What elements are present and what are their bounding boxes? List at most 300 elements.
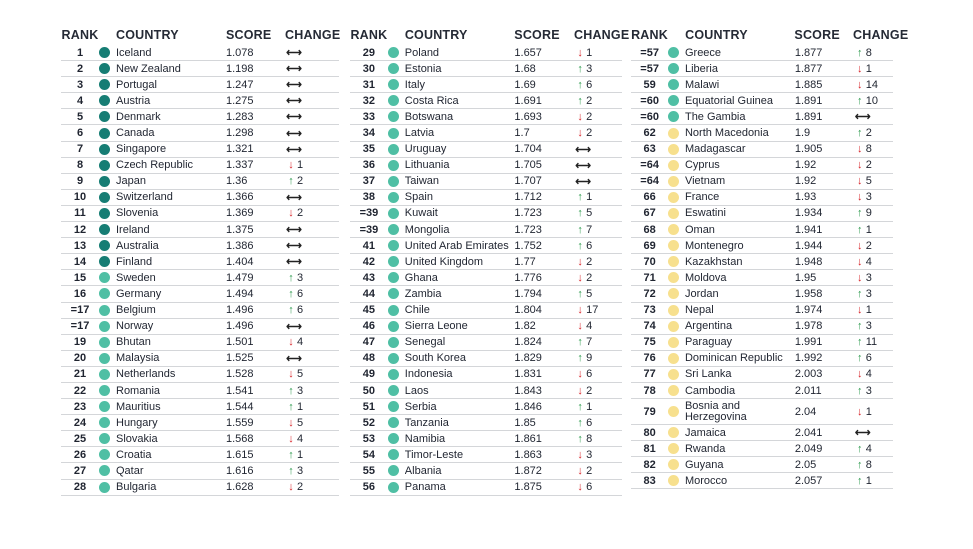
- arrow-down-icon: ↓: [857, 271, 863, 284]
- rank-cell: 45: [362, 304, 376, 317]
- rank-cell: 75: [643, 336, 656, 349]
- peace-level-dot-icon: [388, 111, 399, 122]
- arrow-up-icon: ↑: [288, 271, 294, 284]
- country-cell: Liberia: [684, 62, 718, 75]
- change-cell: [854, 272, 893, 284]
- peace-level-dot-icon: [99, 321, 110, 332]
- change-cell: [285, 449, 337, 461]
- change-value: 1: [865, 405, 872, 418]
- table-header: [631, 24, 909, 45]
- country-cell: Vietnam: [684, 175, 726, 188]
- peace-level-dot-icon: [668, 385, 679, 396]
- score-cell: 1.298: [226, 127, 254, 140]
- change-value: 5: [297, 368, 304, 381]
- rank-cell: 49: [362, 368, 376, 381]
- change-cell: [574, 417, 622, 429]
- table-row: [631, 77, 893, 93]
- table-row: [631, 335, 893, 351]
- score-cell: 1.568: [226, 432, 254, 445]
- change-cell: [854, 426, 893, 439]
- rank-cell: 42: [362, 255, 376, 268]
- change-value: 10: [865, 94, 878, 107]
- rank-cell: 43: [362, 271, 376, 284]
- peace-level-dot-icon: [99, 417, 110, 428]
- change-cell: [285, 304, 337, 316]
- change-cell: [574, 63, 622, 75]
- change-value: 2: [586, 464, 593, 477]
- score-cell: 1.404: [226, 255, 254, 268]
- table-row: [631, 473, 893, 489]
- score-cell: 1.723: [514, 223, 542, 236]
- arrow-up-icon: ↑: [577, 416, 583, 429]
- peace-level-dot-icon: [668, 337, 679, 348]
- change-cell: [854, 207, 893, 219]
- change-cell: [285, 62, 337, 75]
- change-cell: [574, 336, 622, 348]
- rank-cell: =39: [359, 223, 379, 236]
- peace-level-dot-icon: [99, 192, 110, 203]
- change-value: 2: [586, 384, 593, 397]
- header-change: CHANGE: [285, 27, 341, 42]
- rank-cell: 3: [76, 78, 84, 91]
- rank-cell: 26: [73, 448, 87, 461]
- change-cell: [574, 368, 622, 380]
- rank-cell: =60: [640, 110, 659, 123]
- rank-cell: 7: [76, 143, 84, 156]
- table-row: [350, 319, 622, 335]
- table-row: [350, 77, 622, 93]
- score-cell: 1.628: [226, 481, 254, 494]
- no-change-icon: ⟷: [286, 191, 302, 204]
- change-value: 3: [865, 271, 872, 284]
- change-cell: [574, 304, 622, 316]
- country-cell: United Arab Emirates: [404, 239, 509, 252]
- no-change-icon: ⟷: [854, 111, 871, 124]
- score-cell: 1.275: [226, 94, 254, 107]
- change-cell: [854, 143, 893, 155]
- table-row: [631, 61, 893, 77]
- table-row: [350, 303, 622, 319]
- table-row: [61, 351, 339, 367]
- header-country: COUNTRY: [116, 27, 179, 42]
- score-cell: 1.93: [794, 191, 817, 204]
- country-cell: Canada: [116, 127, 155, 140]
- peace-level-dot-icon: [99, 240, 110, 251]
- rank-cell: 9: [76, 175, 84, 188]
- rank-cell: 69: [643, 239, 656, 252]
- country-cell: Finland: [116, 255, 153, 268]
- country-cell: Paraguay: [684, 336, 733, 349]
- peace-level-dot-icon: [99, 176, 110, 187]
- change-cell: [285, 385, 337, 397]
- change-value: 6: [586, 368, 593, 381]
- country-cell: Netherlands: [116, 368, 176, 381]
- score-cell: 1.496: [226, 320, 254, 333]
- table-row: [631, 457, 893, 473]
- score-cell: 1.712: [514, 191, 542, 204]
- score-cell: 1.198: [226, 62, 254, 75]
- change-cell: [574, 385, 622, 397]
- peace-level-dot-icon: [668, 192, 679, 203]
- change-cell: [854, 159, 893, 171]
- peace-level-dot-icon: [668, 63, 679, 74]
- arrow-down-icon: ↓: [577, 320, 583, 333]
- peace-level-dot-icon: [99, 79, 110, 90]
- country-cell: Czech Republic: [116, 159, 194, 172]
- change-cell: [854, 240, 893, 252]
- country-cell: Norway: [116, 320, 154, 333]
- change-cell: [854, 256, 893, 268]
- peace-level-dot-icon: [668, 95, 679, 106]
- change-cell: [854, 368, 893, 380]
- change-cell: [285, 223, 337, 236]
- header-change: CHANGE: [574, 27, 630, 42]
- no-change-icon: ⟷: [575, 175, 592, 188]
- change-value: 6: [586, 239, 593, 252]
- arrow-down-icon: ↓: [857, 405, 863, 418]
- country-cell: Malawi: [684, 78, 720, 91]
- peace-level-dot-icon: [668, 459, 679, 470]
- rank-cell: 37: [362, 175, 376, 188]
- rank-cell: 66: [643, 191, 656, 204]
- table-row: [350, 447, 622, 463]
- peace-level-dot-icon: [388, 482, 399, 493]
- rank-cell: 6: [76, 127, 84, 140]
- arrow-up-icon: ↑: [288, 304, 294, 317]
- country-cell: The Gambia: [684, 110, 746, 123]
- change-cell: [285, 78, 337, 91]
- table-row: [350, 174, 622, 190]
- table-row: [631, 367, 893, 383]
- score-cell: 1.9: [794, 127, 811, 140]
- country-cell: Bhutan: [116, 336, 151, 349]
- arrow-up-icon: ↑: [288, 448, 294, 461]
- arrow-up-icon: ↑: [857, 127, 863, 140]
- arrow-down-icon: ↓: [577, 384, 583, 397]
- no-change-icon: ⟷: [286, 111, 302, 124]
- peace-level-dot-icon: [388, 417, 399, 428]
- country-cell: Australia: [116, 239, 159, 252]
- score-cell: 1.369: [226, 207, 254, 220]
- score-cell: 1.283: [226, 110, 254, 123]
- peace-level-dot-icon: [99, 433, 110, 444]
- score-cell: 1.36: [226, 175, 248, 188]
- score-cell: 1.707: [514, 175, 542, 188]
- table-row: [350, 125, 622, 141]
- ranking-column-1: [61, 24, 339, 496]
- arrow-up-icon: ↑: [857, 458, 863, 471]
- change-value: 6: [586, 78, 593, 91]
- header-rank: RANK: [61, 27, 99, 42]
- score-cell: 1.891: [794, 110, 823, 123]
- peace-level-dot-icon: [668, 305, 679, 316]
- rank-cell: 19: [73, 336, 87, 349]
- arrow-down-icon: ↓: [857, 368, 863, 381]
- rank-cell: 76: [643, 352, 656, 365]
- table-row: [631, 383, 893, 399]
- rank-cell: 21: [73, 368, 87, 381]
- peace-level-dot-icon: [668, 475, 679, 486]
- change-value: 8: [865, 143, 872, 156]
- score-cell: 1.905: [794, 143, 823, 156]
- arrow-up-icon: ↑: [857, 336, 863, 349]
- change-value: 3: [865, 287, 872, 300]
- peace-level-dot-icon: [99, 224, 110, 235]
- country-cell: Cambodia: [684, 384, 736, 397]
- change-cell: [854, 191, 893, 203]
- rank-cell: 30: [362, 62, 376, 75]
- change-cell: [854, 352, 893, 364]
- header-country: COUNTRY: [685, 27, 748, 42]
- no-change-icon: ⟷: [286, 240, 302, 253]
- change-value: 2: [865, 159, 872, 172]
- arrow-down-icon: ↓: [577, 448, 583, 461]
- change-cell: [574, 449, 622, 461]
- peace-level-dot-icon: [388, 321, 399, 332]
- rank-cell: 71: [643, 271, 656, 284]
- score-cell: 1.843: [514, 384, 542, 397]
- table-row: [61, 238, 339, 254]
- table-row: [61, 77, 339, 93]
- change-cell: [285, 94, 337, 107]
- arrow-up-icon: ↑: [577, 432, 583, 445]
- rank-cell: 78: [643, 384, 656, 397]
- arrow-up-icon: ↑: [288, 384, 294, 397]
- change-value: 1: [865, 62, 872, 75]
- country-cell: Montenegro: [684, 239, 744, 252]
- table-row: [631, 206, 893, 222]
- table-row: [350, 463, 622, 479]
- country-cell: Madagascar: [684, 143, 746, 156]
- no-change-icon: ⟷: [575, 159, 592, 172]
- change-value: 2: [865, 239, 872, 252]
- table-row: [631, 351, 893, 367]
- table-header: [61, 24, 339, 45]
- header-country: COUNTRY: [404, 27, 468, 42]
- country-cell: Switzerland: [116, 191, 173, 204]
- rank-cell: 23: [73, 400, 87, 413]
- country-cell: Costa Rica: [404, 94, 459, 107]
- rank-cell: 10: [73, 191, 87, 204]
- table-row: [350, 431, 622, 447]
- arrow-up-icon: ↑: [857, 352, 863, 365]
- country-cell: Equatorial Guinea: [684, 94, 774, 107]
- peace-level-dot-icon: [668, 47, 679, 58]
- country-cell: Tanzania: [404, 416, 449, 429]
- change-cell: [285, 207, 337, 219]
- arrow-down-icon: ↓: [857, 239, 863, 252]
- peace-level-dot-icon: [99, 95, 110, 106]
- score-cell: 1.804: [514, 304, 542, 317]
- change-value: 1: [586, 46, 593, 59]
- country-cell: Italy: [404, 78, 425, 91]
- table-row: [350, 109, 622, 125]
- table-row: [61, 45, 339, 61]
- table-row: [61, 286, 339, 302]
- arrow-down-icon: ↓: [288, 336, 294, 349]
- arrow-up-icon: ↑: [857, 223, 863, 236]
- peace-level-dot-icon: [99, 128, 110, 139]
- arrow-up-icon: ↑: [577, 239, 583, 252]
- table-row: [350, 480, 622, 496]
- table-row: [631, 254, 893, 270]
- score-cell: 1.615: [226, 448, 254, 461]
- score-cell: 1.386: [226, 239, 254, 252]
- arrow-up-icon: ↑: [857, 384, 863, 397]
- country-cell: Guyana: [684, 458, 724, 471]
- rank-cell: 20: [73, 352, 87, 365]
- rank-cell: 2: [76, 62, 84, 75]
- country-cell: Greece: [684, 46, 722, 59]
- change-cell: [854, 47, 893, 59]
- no-change-icon: ⟷: [575, 143, 592, 156]
- score-cell: 1.559: [226, 416, 254, 429]
- change-cell: [574, 433, 622, 445]
- score-cell: 1.934: [794, 207, 823, 220]
- change-cell: [854, 385, 893, 397]
- score-cell: 2.05: [794, 458, 817, 471]
- table-row: [631, 238, 893, 254]
- change-cell: [574, 256, 622, 268]
- table-row: [631, 174, 893, 190]
- header-rank: RANK: [631, 27, 668, 42]
- peace-level-dot-icon: [99, 353, 110, 364]
- score-cell: 1.752: [514, 239, 542, 252]
- change-cell: [285, 272, 337, 284]
- header-score: SCORE: [794, 27, 840, 42]
- change-value: 2: [586, 94, 593, 107]
- country-cell: Morocco: [684, 474, 728, 487]
- peace-level-dot-icon: [99, 111, 110, 122]
- change-cell: [285, 288, 337, 300]
- arrow-down-icon: ↓: [577, 127, 583, 140]
- arrow-down-icon: ↓: [288, 159, 294, 172]
- score-cell: 1.824: [514, 336, 542, 349]
- peace-level-dot-icon: [388, 176, 399, 187]
- rank-cell: 11: [74, 207, 86, 220]
- rank-cell: =64: [640, 159, 659, 172]
- country-cell: South Korea: [404, 352, 466, 365]
- change-cell: [285, 159, 337, 171]
- rank-cell: 72: [643, 287, 656, 300]
- change-cell: [854, 288, 893, 300]
- change-value: 2: [297, 175, 304, 188]
- score-cell: 1.494: [226, 287, 254, 300]
- change-cell: [574, 95, 622, 107]
- country-cell: Namibia: [404, 432, 446, 445]
- table-row: [61, 335, 339, 351]
- score-cell: 1.723: [514, 207, 542, 220]
- peace-level-dot-icon: [668, 369, 679, 380]
- rank-cell: 59: [643, 78, 656, 91]
- peace-level-dot-icon: [668, 176, 679, 187]
- country-cell: Bosnia and Herzegovina: [684, 400, 747, 423]
- country-cell: Oman: [684, 223, 715, 236]
- rank-cell: 47: [362, 336, 376, 349]
- score-cell: 1.078: [226, 46, 254, 59]
- arrow-down-icon: ↓: [857, 159, 863, 172]
- table-row: [350, 399, 622, 415]
- arrow-down-icon: ↓: [857, 78, 863, 91]
- arrow-up-icon: ↑: [288, 464, 294, 477]
- change-value: 3: [297, 464, 304, 477]
- rank-cell: 62: [643, 127, 656, 140]
- change-cell: [854, 320, 893, 332]
- peace-level-dot-icon: [388, 192, 399, 203]
- table-row: [61, 190, 339, 206]
- peace-level-dot-icon: [388, 465, 399, 476]
- rank-cell: 48: [362, 352, 376, 365]
- rank-cell: =64: [640, 175, 659, 188]
- table-row: [350, 270, 622, 286]
- change-value: 3: [297, 384, 304, 397]
- country-cell: Spain: [404, 191, 433, 204]
- change-cell: [574, 79, 622, 91]
- table-row: [350, 383, 622, 399]
- country-cell: Eswatini: [684, 207, 726, 220]
- change-cell: [574, 143, 622, 156]
- arrow-up-icon: ↑: [577, 336, 583, 349]
- change-cell: [285, 417, 337, 429]
- score-cell: 2.057: [794, 474, 823, 487]
- no-change-icon: ⟷: [286, 47, 302, 60]
- country-cell: Indonesia: [404, 368, 453, 381]
- score-cell: 1.375: [226, 223, 254, 236]
- score-cell: 1.85: [514, 416, 536, 429]
- country-cell: United Kingdom: [404, 255, 484, 268]
- table-row: [350, 367, 622, 383]
- change-cell: [574, 240, 622, 252]
- arrow-down-icon: ↓: [288, 368, 294, 381]
- table-row: [61, 480, 339, 496]
- rank-cell: 52: [362, 416, 376, 429]
- rank-cell: 80: [643, 426, 656, 439]
- peace-level-dot-icon: [99, 47, 110, 58]
- arrow-up-icon: ↑: [857, 442, 863, 455]
- peace-level-dot-icon: [99, 337, 110, 348]
- rank-cell: 1: [76, 46, 84, 59]
- country-cell: France: [684, 191, 720, 204]
- arrow-up-icon: ↑: [857, 207, 863, 220]
- country-cell: Iceland: [116, 46, 152, 59]
- change-cell: [574, 481, 622, 493]
- change-value: 1: [586, 400, 593, 413]
- arrow-up-icon: ↑: [857, 46, 863, 59]
- country-cell: Mongolia: [404, 223, 450, 236]
- change-cell: [854, 95, 893, 107]
- arrow-down-icon: ↓: [857, 175, 863, 188]
- arrow-up-icon: ↑: [577, 400, 583, 413]
- arrow-up-icon: ↑: [577, 287, 583, 300]
- peace-level-dot-icon: [388, 144, 399, 155]
- change-value: 4: [586, 320, 593, 333]
- change-value: 1: [865, 304, 872, 317]
- peace-level-dot-icon: [388, 63, 399, 74]
- change-value: 8: [865, 46, 872, 59]
- country-cell: Singapore: [116, 143, 167, 156]
- change-value: 3: [586, 448, 593, 461]
- rank-cell: 73: [643, 304, 656, 317]
- arrow-down-icon: ↓: [577, 368, 583, 381]
- rank-cell: =60: [640, 94, 659, 107]
- arrow-up-icon: ↑: [857, 94, 863, 107]
- table-row: [350, 190, 622, 206]
- change-cell: [854, 475, 893, 487]
- rank-cell: =17: [70, 304, 90, 317]
- country-cell: Austria: [116, 94, 151, 107]
- country-cell: Zambia: [404, 287, 442, 300]
- table-row: [61, 447, 339, 463]
